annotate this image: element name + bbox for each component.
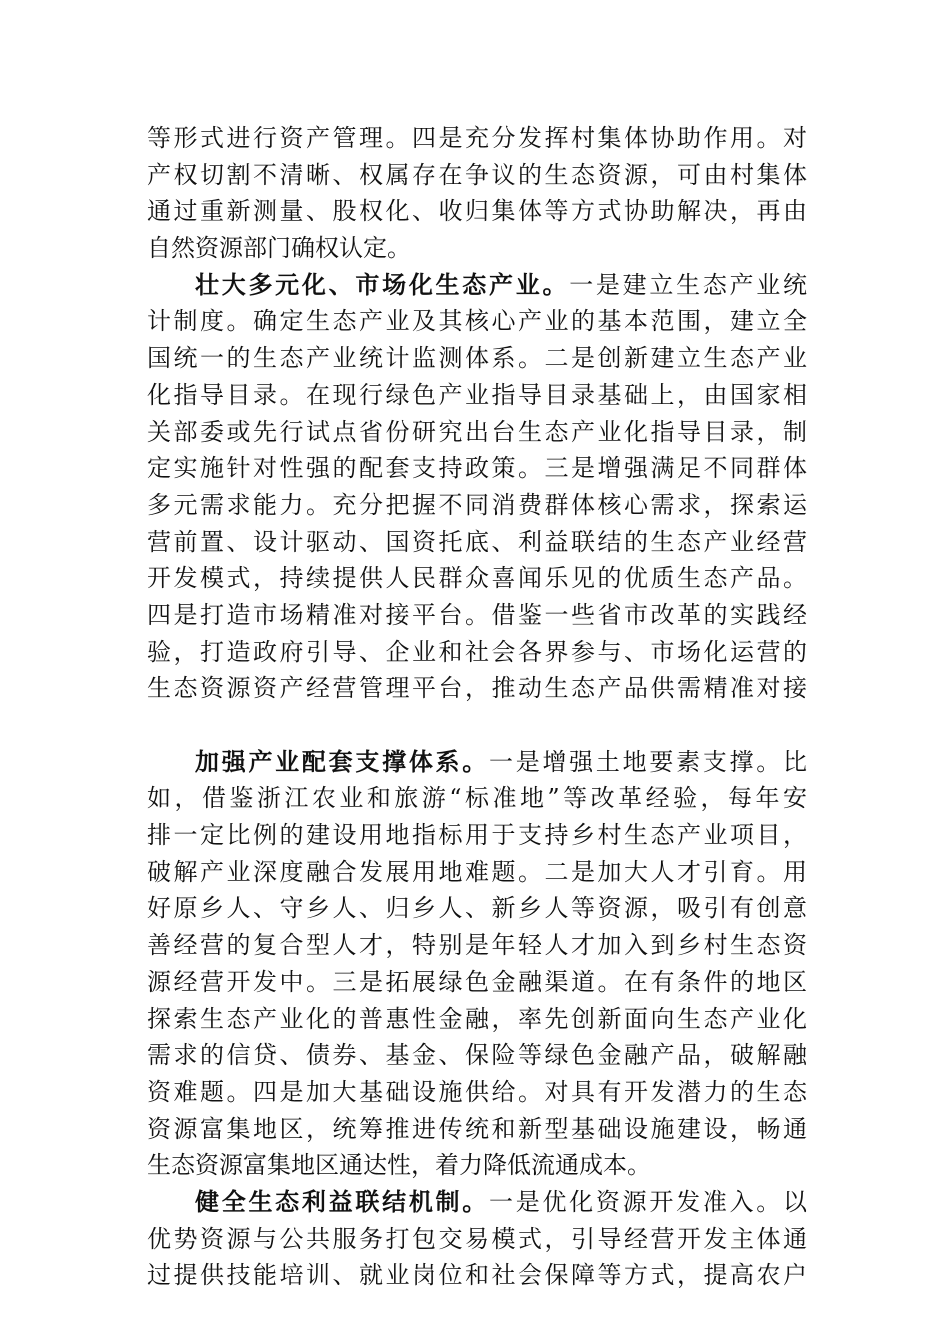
paragraph-line: 等形式进行资产管理。四是充分发挥村集体协助作用。对: [147, 124, 807, 152]
paragraph-text: 一是优化资源开发准入。以: [489, 1187, 807, 1216]
paragraph-line: 探索生态产业化的普惠性金融，率先创新面向生态产业化: [147, 1004, 807, 1033]
paragraph-line: 验，打造政府引导、企业和社会各界参与、市场化运营的: [147, 637, 807, 666]
paragraph-first-line: [147, 744, 807, 781]
paragraph-line: 国统一的生态产业统计监测体系。二是创新建立生态产业: [147, 344, 807, 373]
section-heading: 壮大多元化、市场化生态产业。: [195, 269, 570, 299]
document-page: [147, 120, 807, 1294]
paragraph-text: 一是建立生态产业统: [569, 270, 807, 299]
paragraph-line: 善经营的复合型人才，特别是年轻人才加入到乡村生态资: [147, 931, 807, 960]
section-heading: 健全生态利益联结机制。: [195, 1186, 489, 1216]
paragraph-line: 资源富集地区，统筹推进传统和新型基础设施建设，畅通: [147, 1114, 807, 1143]
paragraph-line: 优势资源与公共服务打包交易模式，引导经营开发主体通: [147, 1224, 807, 1253]
paragraph-line: 化指导目录。在现行绿色产业指导目录基础上，由国家相: [147, 380, 807, 409]
paragraph-line: 关部委或先行试点省份研究出台生态产业化指导目录，制: [147, 417, 807, 446]
paragraph-line: 生态资源资产经营管理平台，推动生态产品供需精准对接: [147, 674, 807, 703]
paragraph-line: 好原乡人、守乡人、归乡人、新乡人等资源，吸引有创意: [147, 894, 807, 923]
paragraph-line: 生态资源富集地区通达性，着力降低流通成本。: [147, 1151, 651, 1180]
paragraph-text: 一是增强土地要素支撑。比: [489, 747, 807, 776]
paragraph-line: 产权切割不清晰、权属存在争议的生态资源，可由村集体: [147, 160, 807, 189]
paragraph-line: 计制度。确定生态产业及其核心产业的基本范围，建立全: [147, 307, 807, 336]
paragraph-line: 多元需求能力。充分把握不同消费群体核心需求，探索运: [147, 490, 807, 519]
paragraph-line: 自然资源部门确权认定。: [147, 234, 411, 263]
paragraph-line: 开发模式，持续提供人民群众喜闻乐见的优质生态产品。: [147, 564, 807, 593]
section-heading: 加强产业配套支撑体系。: [195, 746, 489, 776]
paragraph-line: 通过重新测量、股权化、收归集体等方式协助解决，再由: [147, 197, 807, 226]
paragraph-first-line: [147, 1184, 807, 1221]
paragraph-first-line: [147, 267, 807, 304]
paragraph-line: 四是打造市场精准对接平台。借鉴一些省市改革的实践经: [147, 600, 807, 629]
paragraph-line: 排一定比例的建设用地指标用于支持乡村生态产业项目，: [147, 821, 807, 850]
paragraph-line: 如，借鉴浙江农业和旅游“标准地”等改革经验，每年安: [147, 784, 807, 813]
paragraph-gap: [147, 707, 807, 744]
paragraph-line: 需求的信贷、债券、基金、保险等绿色金融产品，破解融: [147, 1041, 807, 1070]
paragraph-line: 定实施针对性强的配套支持政策。三是增强满足不同群体: [147, 454, 807, 483]
paragraph-line: 资难题。四是加大基础设施供给。对具有开发潜力的生态: [147, 1077, 807, 1106]
paragraph-line: 过提供技能培训、就业岗位和社会保障等方式，提高农户: [147, 1261, 807, 1290]
paragraph-line: 破解产业深度融合发展用地难题。二是加大人才引育。用: [147, 857, 807, 886]
paragraph-line: 营前置、设计驱动、国资托底、利益联结的生态产业经营: [147, 527, 807, 556]
paragraph-line: 源经营开发中。三是拓展绿色金融渠道。在有条件的地区: [147, 967, 807, 996]
